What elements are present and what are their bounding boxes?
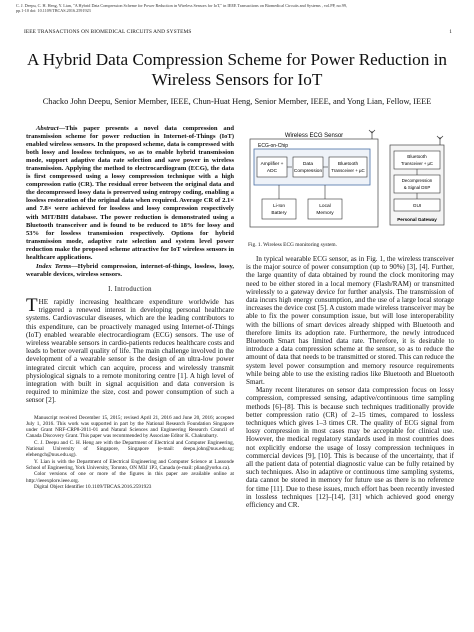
index-terms-label: Index Terms [36,262,72,270]
footnote-manuscript: Manuscript received December 15, 2015; revised April 21, 2016 and June 20, 2016; accepted July 1, 2016. This work was supported in part by the National Research Foundation Singapore under Grant NRF-CRP8-2011-01 and Natural Sciences and Engineering Research Council of Canada Discovery Grant. This paper was recommended by Associate Editor K. Chakrabarty. [26,414,234,440]
paper-title: A Hybrid Data Compression Scheme for Power Reduction in Wireless Sensors for IoT [26,50,448,89]
compression-line1: Data [302,162,314,167]
decompress-line2: & Signal DSP [403,185,431,190]
battery-line1: Li-Ion [273,204,285,209]
decompress-line1: Decompression [401,178,433,183]
memory-block [308,199,342,219]
left-column [26,125,234,490]
footnote-doi: Digital Object Identifier 10.1109/TBCAS.2016.2591923 [34,483,152,490]
ecg-system-diagram [248,127,448,235]
amp-adc-line1: Amplifier + [260,162,284,167]
gateway-label-text: Personal Gateway [397,217,437,222]
abstract-text: —This paper presents a novel data compression and transmission scheme for power reduction in Internet-of-Things (IoT) enabled wireless sensors. In the proposed scheme, data is compressed with both lossy and lossless techniques, so as to enable hybrid transmission mode, support adaptive data rate selection and save power in wireless transmission. Applying the method to electrocardiogram (ECG), the data is first compressed using a lossy compression technique with a high compression ratio (CR). The residual error between the original data and the decompressed lossy data is preserved using entropy coding, enabling a lossless restoration of the original data when required. Average CR of 2.1× and 7.8× were achieved for lossless and lossy compression respectively with MIT/BIH database. The power reduction is demonstrated using a Bluetooth transceiver and is found to be reduced to 18% for lossy and 53% for lossless transmission respectively. Options for hybrid transmission mode, adaptive rate selection and system level power reduction make the proposed scheme attractive for IoT wireless sensors in healthcare applications. [26,125,234,261]
gateway-bt-line2: Transceiver + µC [401,161,433,166]
running-title: IEEE TRANSACTIONS ON BIOMEDICAL CIRCUITS AND SYSTEMS [24,29,192,35]
footnote-affiliation-2: Y. Lian is with the Department of Electrical Engineering and Computer Science at Lassonde School of Engineering, York University, Toronto, ON M3J 1P3, Canada (e-mail: plian@yorku.ca). [26,458,234,471]
footnotes [26,415,234,491]
footnote-color: Color versions of one or more of the figures in this paper are available online at http://ieeexplore.ieee.org. [26,471,234,484]
intro-paragraph-2: In typical wearable ECG sensor, as in Fig. 1, the wireless transceiver is the major source of power consumption (up to 90%) [3], [4]. Further, the large quantity of data obtained by round the clock monitoring may need to be either stored in a local memory (Flash/RAM) or transmitted wirelessly to a gateway device for further analysis. The transmission of data incurs high energy consumption, and the use of a large local storage increases the device cost [5]. A custom made wireless transceiver may be able to fix the power consumption issue, but will lose interoperability with the billions of smart devices already shipped with Bluetooth and therefore limits its adoption rate. Furthermore, the newly introduced Bluetooth Smart has limited data rate. Therefore, it is desirable to introduce a data compression scheme at the sensor, so as to reduce the amount of data that needs to be transmitted or stored. This can reduce the system level power consumption and memory resource requirements while being able to use the existing radios like Bluetooth and Bluetooth Smart. [246,255,454,387]
abstract-label: Abstract [36,125,59,132]
right-column [246,255,454,509]
citation-line-1: C. J. Deepu, C. H. Heng, Y. Lian, "A Hybrid Data Compression Scheme for Power Reduction in Wireless Sensors for IoT," in IEEE Transactions on Biomedical Circuits and Systems , vol.PP, no.99, [16,3,347,8]
bt-transceiver-block [329,157,367,177]
amp-adc-block [257,157,287,177]
battery-line2: Battery [271,211,287,216]
gui-text: GUI [412,204,422,209]
citation-line-2: pp.1-10 doi: 10.1109/TBCAS.2016.2591923 [16,8,91,14]
footnote-affiliation-1: C. J. Deepu and C. H. Heng are with the Department of Electrical and Computer Engineering, National University of Singapore, Singapore (e-mail: deepu.john@nus.edu.sg; elehengch@nus.edu.sg). [26,439,234,459]
section-heading-introduction: I. Introduction [108,285,152,293]
abstract [26,125,234,279]
gateway-bt-line1: Bluetooth [407,154,427,159]
figure-1-caption: Fig. 1. Wireless ECG monitoring system. [248,242,337,248]
memory-line1: Local [319,204,331,209]
citation-header [16,3,462,14]
battery-block [262,199,296,219]
compression-block [293,157,323,177]
sensor-title-text: Wireless ECG Sensor [284,133,344,139]
intro-paragraph-3: Many recent literatures on sensor data compression focus on lossy compression, compressed sensing, adaptive/continuous time sampling methods [6]–[8]. This is because such techniques traditionally provide better compression ratio (CR) of 2–15 times, compared to lossless techniques which gives 1–3 times CR. The quality of ECG signal from lossy compression in most cases may be acceptable for clinical use. However, the medical regulatory standards used in most countries does not explicitly endorse the usage of lossy compression techniques in commercial devices [9], [10]. This is because of the uncertainty, that if all the patient data of potential diagnostic value can be fully retained by such techniques. Also in adaptive or continuous time sampling systems, data cannot be stored in memory for future use as there is no reference for time [11]. Due to these issues, much effort has been recently invested in lossless techniques [12]–[14], [31] which achieved good energy efficiency and CR. [246,386,454,510]
introduction-body [26,294,234,405]
drop-cap: T [26,294,38,316]
bt-tx-line2: Transceiver + µC [331,168,365,173]
memory-line2: Memory [316,211,334,216]
compression-line2: Compression [293,169,323,174]
bt-tx-line1: Bluetooth [337,162,359,167]
page-number: 1 [449,29,452,35]
author-list: Chacko John Deepu, Senior Member, IEEE, Chun-Huat Heng, Senior Member, IEEE, and Yong Lian, Fellow, IEEE [42,97,432,106]
figure-1 [248,127,448,235]
intro-paragraph-1: HE rapidly increasing healthcare expenditure worldwide has triggered a renewed interest in developing personal healthcare systems. Cardiovascular diseases, which are the leading contributors to this expenditure, can be proactively managed using Internet-of-Things (IoT) enabled wearable electrocardiogram (ECG) sensors. The use of wireless wearable sensors in cardio-patients reduces healthcare costs and leads to better overall quality of life. The main challenge involved in the development of a wearable sensor is the design of an ultra-low power integrated circuit which can acquire, process and wirelessly transmit physiological signals to a remote monitoring centre [1]. A high level of integration with built in signal acquisition and data conversion is required to minimize the size, cost and power consumption of such a sensor [2]. [26,297,234,405]
chip-label-text: ECG-on-Chip [258,143,289,149]
index-terms-text: —Hybrid compression, internet-of-things, lossless, lossy, wearable devices, wireless sensors. [26,262,234,278]
amp-adc-line2: ADC [266,169,278,174]
